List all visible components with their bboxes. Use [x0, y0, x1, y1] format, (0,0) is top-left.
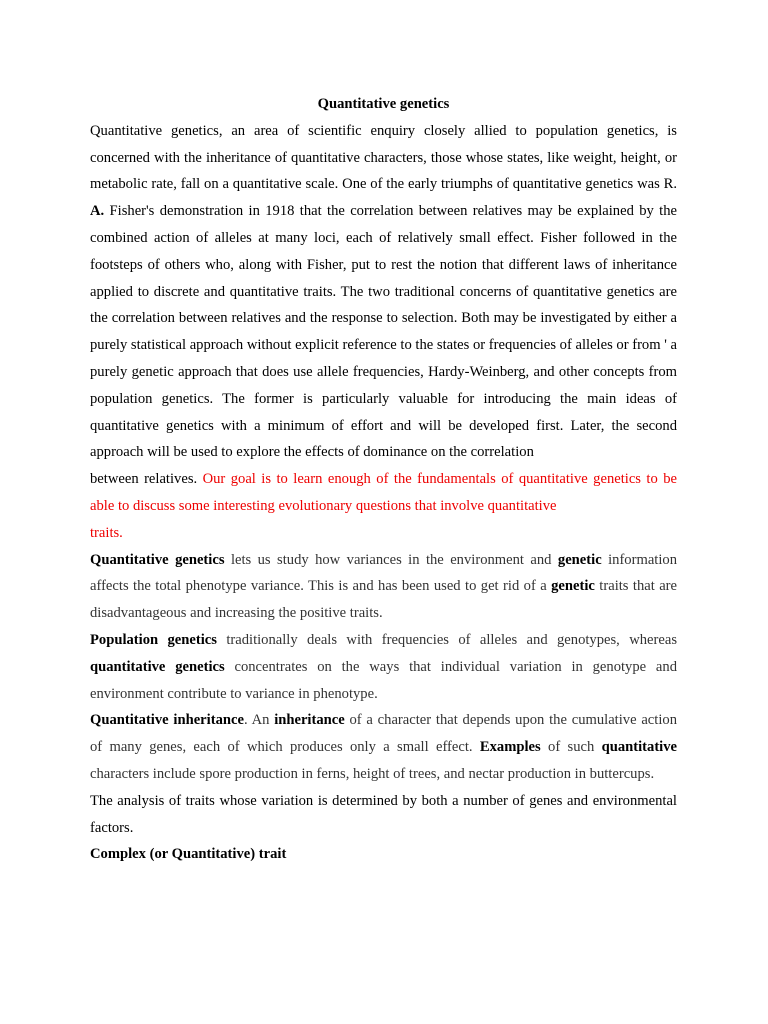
term-quantitative-genetics: Quantitative genetics [90, 551, 225, 568]
paragraph-goal [90, 466, 677, 520]
term-population-genetics: Population genetics [90, 631, 217, 648]
paragraph-population-genetics [90, 627, 677, 707]
paragraph-qi-text-1: . An [243, 712, 275, 729]
term-inheritance: inheritance [274, 712, 345, 729]
term-quantitative-genetics-2: quantitative genetics [90, 658, 225, 675]
term-genetic-1: genetic [557, 551, 602, 568]
paragraph-intro [90, 118, 677, 466]
paragraph-goal-highlight: Our goal is to learn enough of the fundamentals of quantitative genetics to be able to discuss some interesting evolutionary questions that involve quantitative [90, 471, 677, 514]
paragraph-goal-highlight-end: traits. [90, 524, 123, 541]
paragraph-qg-text-2: information affects the total phenotype variance. This is and has been used to get rid of a [90, 551, 677, 595]
paragraph-pg-text-1: traditionally deals with frequencies of alleles and genotypes, whereas [216, 631, 678, 648]
paragraph-goal-end [90, 520, 677, 547]
term-quantitative: quantitative [601, 739, 678, 756]
paragraph-pg-text-2: concentrates on the ways that individual variation in genotype and environment contribute to variance in phenotype. [90, 658, 677, 702]
paragraph-qg-text-3: traits that are disadvantageous and increasing the positive traits. [90, 578, 678, 622]
paragraph-quantitative-inheritance [90, 707, 677, 787]
term-genetic-2: genetic [551, 578, 595, 595]
section-heading-complex-trait: Complex (or Quantitative) trait [90, 846, 287, 863]
document-body [90, 91, 677, 868]
paragraph-quantitative-genetics [90, 547, 677, 627]
paragraph-goal-lead: between relatives. [90, 471, 203, 488]
paragraph-analysis: The analysis of traits whose variation is determined by both a number of genes and environmental factors. [90, 792, 677, 836]
term-quantitative-inheritance: Quantitative inheritance [90, 712, 244, 729]
paragraph-intro-text-2: Fisher's demonstration in 1918 that the correlation between relatives may be explained by the combined action of alleles at many loci, each of relatively small effect. Fisher followed in the footsteps of others who, along with Fisher, put to rest the notion that different laws of inheritance applied to discrete and quantitative traits. The two traditional concerns of quantitative genetics are the correlation between relatives and the response to selection. Both may be investigated by either a purely statistical approach without explicit reference to the states or frequencies of alleles or from ' a purely genetic approach that does use allele frequencies, Hardy-Weinberg, and other concepts from population genetics. The former is particularly valuable for introducing the main ideas of quantitative genetics with a minimum of effort and will be developed first. Later, the second approach will be used to explore the effects of dominance on the correlation [90, 203, 677, 461]
paragraph-intro-bold-initial: A. [90, 203, 105, 220]
paragraph-intro-text-1: Quantitative genetics, an area of scientific enquiry closely allied to population genetics, is concerned with the inheritance of quantitative characters, those whose states, like weight, height, or metabolic rate, fall on a quantitative scale. One of the early triumphs of quantitative genetics was R. [90, 122, 677, 193]
paragraph-qi-text-3: of such [540, 739, 602, 756]
paragraph-qg-text-1: lets us study how variances in the environment and [224, 551, 558, 568]
document-title: Quantitative genetics [317, 96, 450, 112]
paragraph-qi-text-2: of a character that depends upon the cumulative action of many genes, each of which produces only a small effect. [90, 712, 677, 756]
term-examples: Examples [479, 739, 541, 756]
paragraph-qi-text-4: characters include spore production in ferns, height of trees, and nectar production in buttercups. [90, 765, 655, 782]
